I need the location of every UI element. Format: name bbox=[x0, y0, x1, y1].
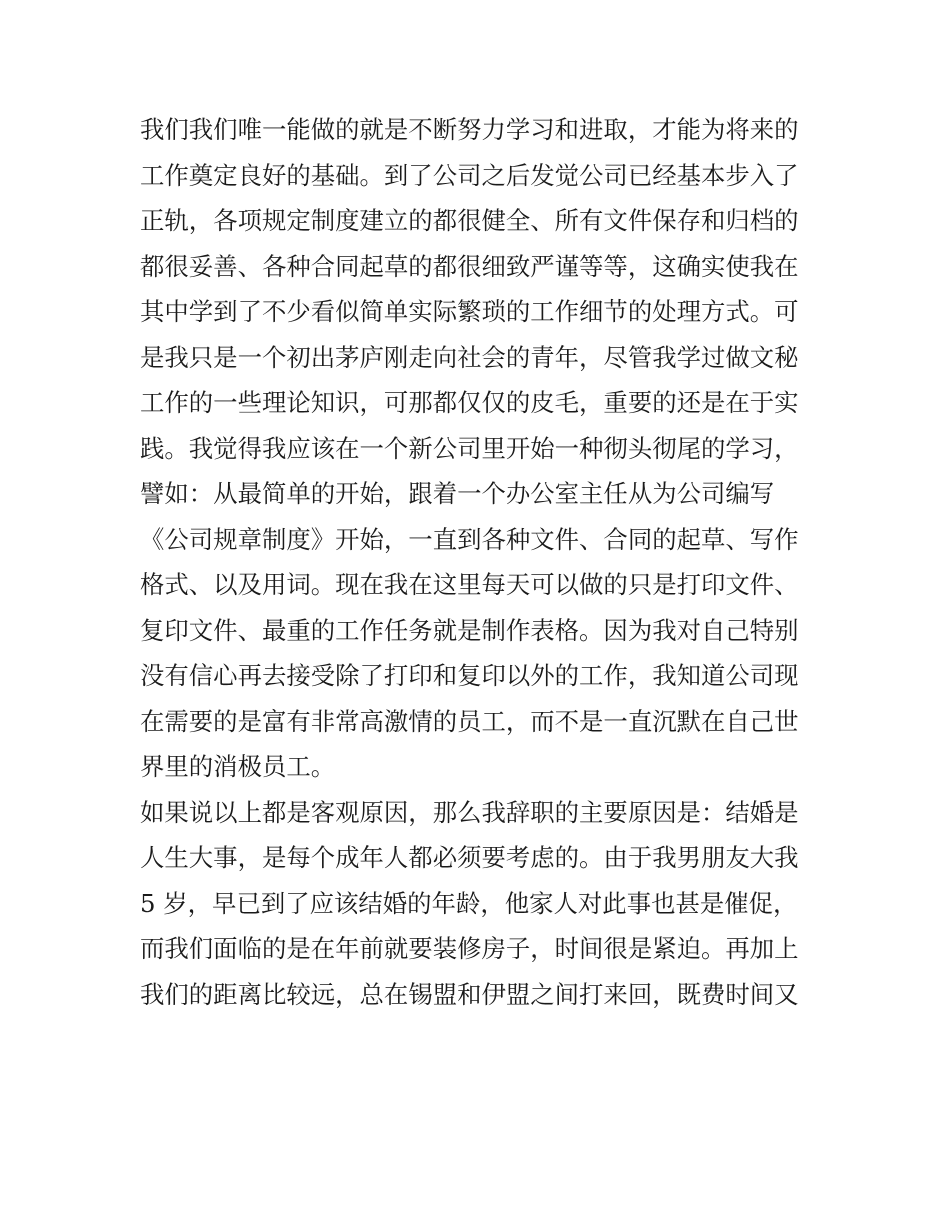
text-line: 复印文件、最重的工作任务就是制作表格。因为我对自己特别 bbox=[140, 615, 799, 645]
text-line: 《公司规章制度》开始，一直到各种文件、合同的起草、写作 bbox=[140, 524, 799, 554]
text-line: 都很妥善、各种合同起草的都很细致严谨等等，这确实使我在 bbox=[140, 251, 799, 281]
text-line: 格式、以及用词。现在我在这里每天可以做的只是打印文件、 bbox=[140, 570, 799, 599]
text-line: 没有信心再去接受除了打印和复印以外的工作，我知道公司现 bbox=[140, 661, 799, 690]
text-line: 我们我们唯一能做的就是不断努力学习和进取，才能为将来的 bbox=[140, 115, 799, 144]
text-line: 我们的距离比较远，总在锡盟和伊盟之间打来回，既费时间又 bbox=[140, 979, 799, 1009]
text-line: 界里的消极员工。 bbox=[140, 752, 336, 781]
text-line: 如果说以上都是客观原因，那么我辞职的主要原因是：结婚是 bbox=[140, 797, 799, 827]
text-line: 在需要的是富有非常高激情的员工，而不是一直沉默在自己世 bbox=[140, 706, 799, 736]
body-text bbox=[140, 107, 820, 1017]
text-line: 是我只是一个初出茅庐刚走向社会的青年，尽管我学过做文秘 bbox=[140, 342, 799, 372]
text-line: 其中学到了不少看似简单实际繁琐的工作细节的处理方式。可 bbox=[140, 297, 799, 326]
text-line: 而我们面临的是在年前就要装修房子，时间很是紧迫。再加上 bbox=[140, 934, 799, 963]
text-line: 工作的一些理论知识，可那都仅仅的皮毛，重要的还是在于实 bbox=[140, 388, 799, 417]
text-line: 人生大事，是每个成年人都必须要考虑的。由于我男朋友大我 bbox=[140, 843, 799, 872]
text-line: 践。我觉得我应该在一个新公司里开始一种彻头彻尾的学习， bbox=[140, 433, 799, 463]
text-line: 譬如：从最简单的开始，跟着一个办公室主任从为公司编写 bbox=[140, 479, 775, 508]
text-line: 5 岁，早已到了应该结婚的年龄，他家人对此事也甚是催促， bbox=[140, 888, 798, 918]
text-line: 工作奠定良好的基础。到了公司之后发觉公司已经基本步入了 bbox=[140, 160, 799, 190]
text-line: 正轨，各项规定制度建立的都很健全、所有文件保存和归档的 bbox=[140, 206, 799, 235]
